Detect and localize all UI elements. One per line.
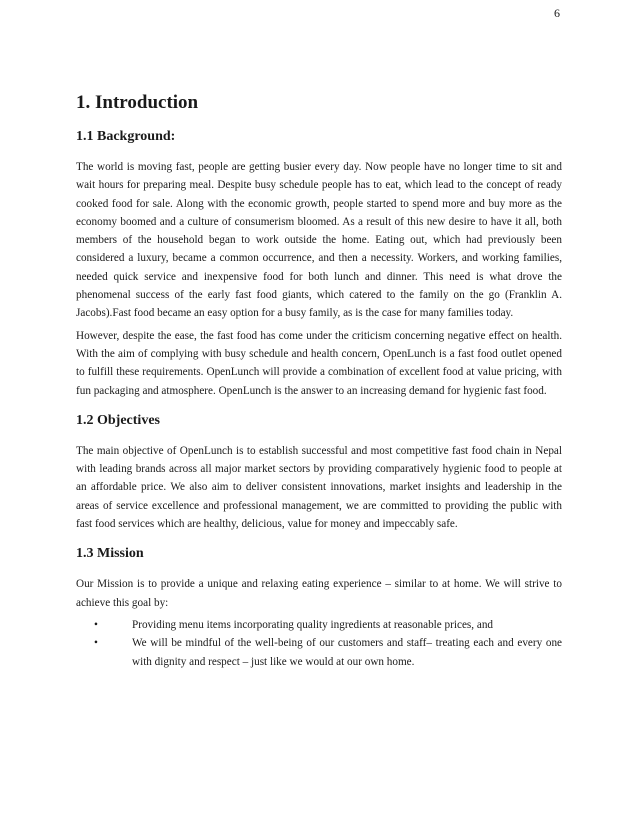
background-heading: 1.1 Background:	[76, 129, 176, 144]
bullet-icon: •	[94, 618, 98, 631]
list-item	[76, 634, 562, 671]
background-paragraph-2: However, despite the ease, the fast food has come under the criticism concerning negative effect on health. With the aim of complying with busy schedule and health concern, OpenLunch is a fast food outlet opened to fulfill these requirements. OpenLunch will provide a combination of excellent food at value pricing, with fun packaging and atmosphere. OpenLunch is the answer to an increasing demand for hygienic fast food.	[76, 329, 562, 397]
page-number: 6	[554, 6, 560, 20]
objectives-heading: 1.2 Objectives	[76, 412, 160, 428]
page-content	[76, 92, 562, 671]
objectives-paragraph: The main objective of OpenLunch is to establish successful and most competitive fast food chain in Nepal with leading brands across all major market sectors by providing comparatively hygienic food to people at an affordable price. We also aim to deliver consistent innovations, market insights and leadership in the areas of service excellence and professional management, we are committed to providing the public with fast food services which are healthy, delicious, value for money and impeccably safe.	[76, 444, 562, 531]
chapter-title: 1. Introduction	[76, 92, 199, 113]
bullet-text: Providing menu items incorporating quality ingredients at reasonable prices, and	[132, 618, 494, 631]
list-item	[76, 616, 562, 634]
mission-paragraph: Our Mission is to provide a unique and relaxing eating experience – similar to at home. We will strive to achieve this goal by:	[76, 578, 562, 609]
mission-bullet-list	[76, 616, 562, 671]
bullet-icon: •	[94, 637, 98, 650]
bullet-text: We will be mindful of the well-being of our customers and staff– treating each and every one with dignity and respect – just like we would at our own home.	[132, 637, 562, 668]
mission-heading: 1.3 Mission	[76, 546, 144, 562]
background-paragraph-1: The world is moving fast, people are getting busier every day. Now people have no longer time to sit and wait hours for preparing meal. Despite busy schedule people has to eat, which lead to the concept of ready cooked food for sale. Along with the economic growth, people started to spend more and buy more as the economy boomed and a culture of consumerism bloomed. As a result of this new desire to have it all, both members of the household began to work outside the home. Eating out, which had previously been considered a luxury, became a common occurrence, and then a necessity. Workers, and working families, needed quick service and inexpensive food for both lunch and dinner. This need is what drove the phenomenal success of the early fast food giants, which catered to the family on the go (Franklin A. Jacobs).Fast food became an easy option for a busy family, as is the case for many families today.	[76, 161, 562, 320]
